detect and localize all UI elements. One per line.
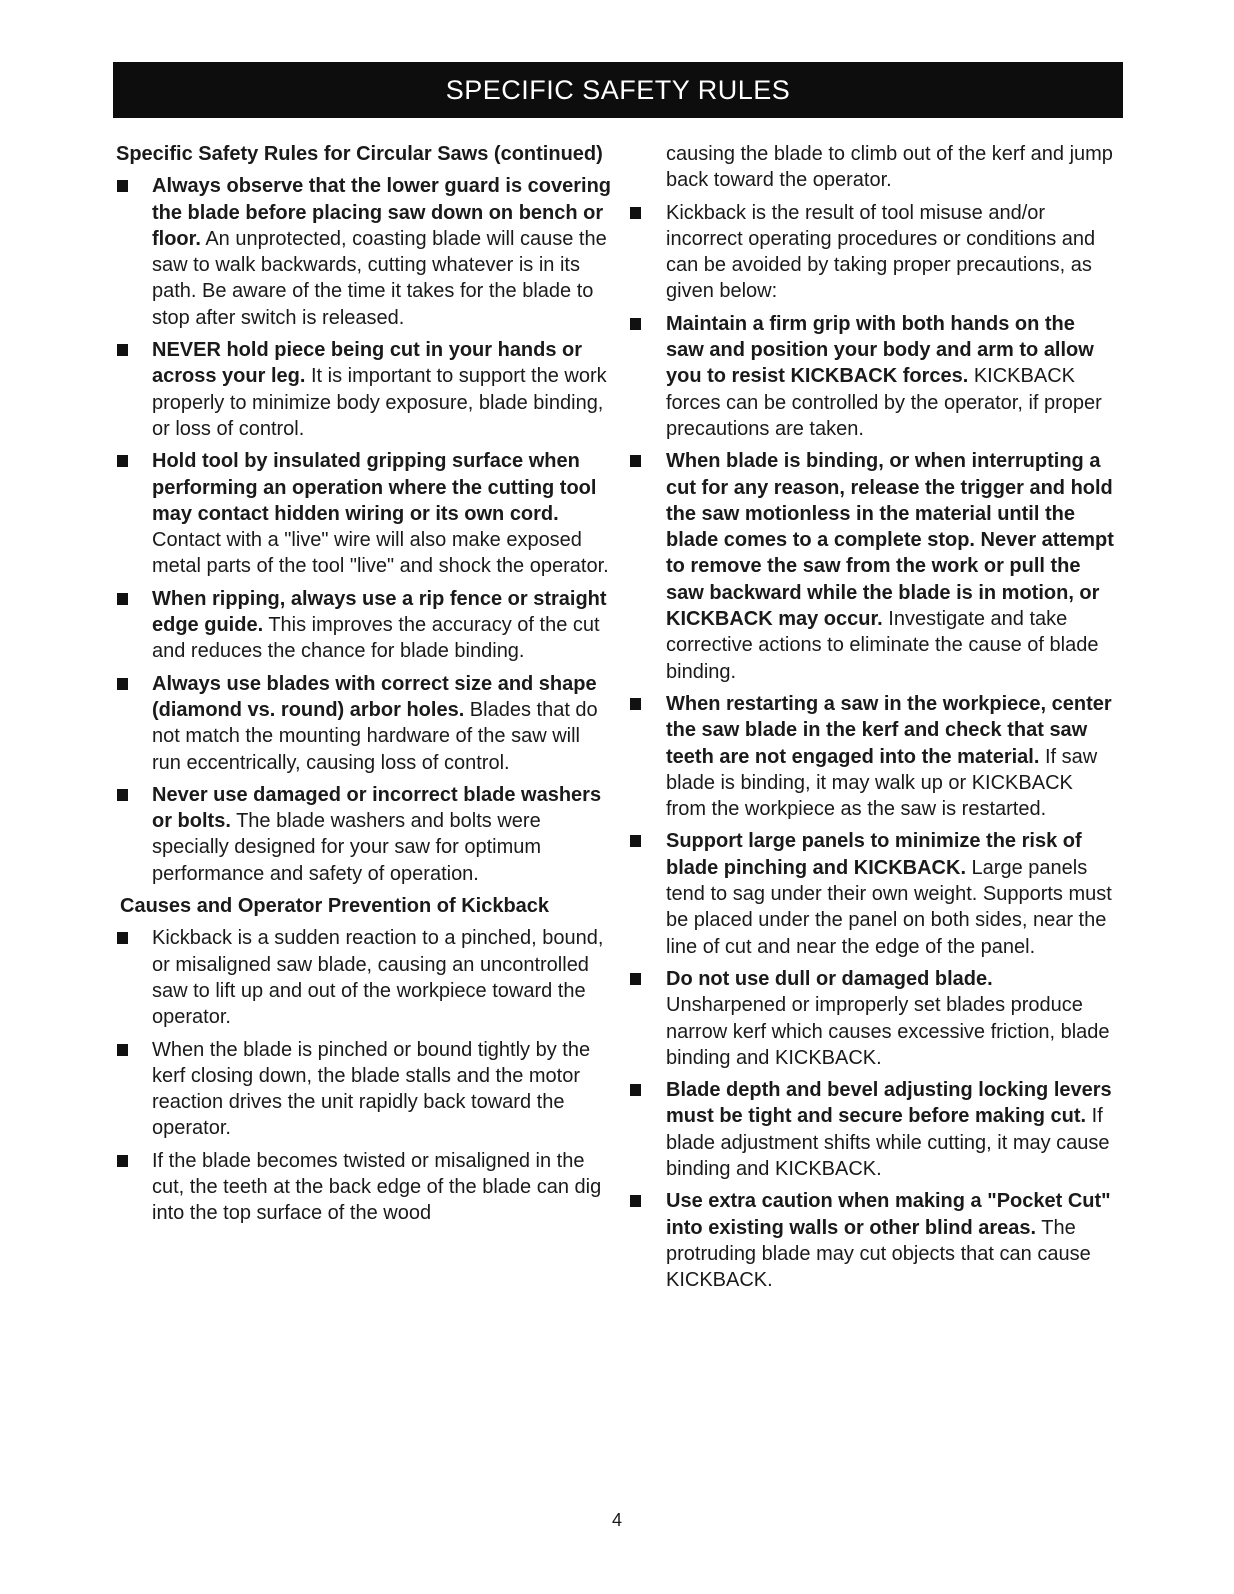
list-item [626,448,1116,685]
right-column [626,141,1116,1299]
section-banner [113,62,1123,118]
rule-text: Kickback is the result of tool misuse and/or incorrect operating procedures or conditions and can be avoided by taking proper precautions, as given below: [666,201,1096,303]
rule-text: An unprotected, coasting blade will cause the saw to walk backwards, cutting whatever is in its path. Be aware of the time it takes for the blade to stop after switch is released. [152,227,607,329]
rule-bold-text: When restarting a saw in the workpiece, center the saw blade in the kerf and check that saw teeth are not engaged into the material. [666,692,1112,768]
rule-bold-text: Maintain a firm grip with both hands on the saw and position your body and arm to allow you to resist KICKBACK forces. [666,312,1094,388]
square-bullet-icon [117,678,128,690]
square-bullet-icon [630,455,641,467]
rule-bold-text: Do not use dull or damaged blade. [666,967,993,990]
rule-bold-text: Support large panels to minimize the risk of blade pinching and KICKBACK. [666,830,1082,879]
rule-bold-text: Hold tool by insulated gripping surface when performing an operation where the cutting tool may contact hidden wiring or its own cord. [152,450,597,525]
square-bullet-icon [117,344,128,356]
list-item [114,586,612,665]
list-item [114,925,612,1030]
rule-text: Blades that do not match the mounting hardware of the saw will run eccentrically, causing loss of control. [152,698,598,774]
list-item [626,1188,1116,1293]
list-item [626,311,1116,442]
rule-text: If saw blade is binding, it may walk up or KICKBACK from the workpiece as the saw is restarted. [666,745,1098,821]
list-item [114,782,612,887]
square-bullet-icon [117,1155,128,1167]
rule-bold-text: Never use damaged or incorrect blade washers or bolts. [152,783,602,833]
rule-text: Large panels tend to sag under their own weight. Supports must be placed under the panel on both sides, near the line of cut and near the edge of the panel. [666,856,1112,958]
rule-text: The blade washers and bolts were specially designed for your saw for optimum performance and safety of operation. [152,810,542,885]
section-title-kickback: Causes and Operator Prevention of Kickback [120,895,550,918]
page-number: 4 [611,1510,622,1530]
rule-text: If blade adjustment shifts while cutting, it may cause binding and KICKBACK. [666,1105,1110,1180]
square-bullet-icon [117,1044,128,1056]
page-title: SPECIFIC SAFETY RULES [445,74,791,105]
square-bullet-icon [630,973,641,985]
list-item [114,337,612,442]
square-bullet-icon [117,593,128,605]
section-title-circular-saws: Specific Safety Rules for Circular Saws (continued) [116,143,603,165]
rule-text: Investigate and take corrective actions to eliminate the cause of blade binding. [666,608,1099,683]
list-item [626,828,1116,959]
rule-bold-text: When ripping, always use a rip fence or straight edge guide. [152,587,607,637]
rule-bold-text: NEVER hold piece being cut in your hands or across your leg. [152,339,583,388]
kickback-text: Kickback is a sudden reaction to a pinched, bound, or misaligned saw blade, causing an uncontrolled saw to lift up and out of the workpiece toward the operator. [152,927,604,1029]
square-bullet-icon [117,789,128,801]
square-bullet-icon [630,318,641,330]
rule-bold-text: Blade depth and bevel adjusting locking levers must be tight and secure before making cut. [666,1079,1112,1128]
kickback-text: If the blade becomes twisted or misaligned in the cut, the teeth at the back edge of the blade can dig into the top surface of the wood [152,1149,602,1225]
list-item [114,448,612,579]
square-bullet-icon [630,835,641,847]
kickback-list [114,925,612,1226]
rules-list [114,173,612,887]
rule-bold-text: Always use blades with correct size and shape (diamond vs. round) arbor holes. [152,672,597,721]
rule-bold-text: Use extra caution when making a "Pocket Cut" into existing walls or other blind areas. [666,1190,1111,1239]
square-bullet-icon [117,180,128,192]
list-item [626,200,1116,305]
rule-text: The protruding blade may cut objects that can cause KICKBACK. [666,1216,1091,1292]
list-item [114,1037,612,1142]
left-column [114,141,612,1233]
list-item [114,173,612,331]
list-item [114,671,612,776]
list-item [626,966,1116,1071]
list-item [114,1148,612,1227]
rule-text: This improves the accuracy of the cut and reduces the chance for blade binding. [152,614,600,663]
square-bullet-icon [117,455,128,467]
continuation-text: causing the blade to climb out of the kerf and jump back toward the operator. [666,143,1113,192]
square-bullet-icon [630,1195,641,1207]
list-item [626,1077,1116,1182]
rule-text: Contact with a "live" wire will also make exposed metal parts of the tool "live" and shock the operator. [152,529,609,578]
square-bullet-icon [630,698,641,710]
rule-text: It is important to support the work properly to minimize body exposure, blade binding, or loss of control. [152,365,607,440]
kickback-text: When the blade is pinched or bound tightly by the kerf closing down, the blade stalls and the motor reaction drives the unit rapidly back toward the operator. [152,1038,591,1140]
square-bullet-icon [117,932,128,944]
rule-text: Unsharpened or improperly set blades produce narrow kerf which causes excessive friction, blade binding and KICKBACK. [666,994,1110,1069]
rule-text: KICKBACK forces can be controlled by the operator, if proper precautions are taken. [666,365,1102,440]
list-item [626,691,1116,822]
square-bullet-icon [630,1084,641,1096]
square-bullet-icon [630,207,641,219]
right-rules-list [626,200,1116,1294]
rule-bold-text: Always observe that the lower guard is covering the blade before placing saw down on bench or floor. [152,175,612,250]
rule-bold-text: When blade is binding, or when interrupting a cut for any reason, release the trigger and hold the saw motionless in the material until the blade comes to a complete stop. Never attempt to remove the saw from the work or pull the saw backward while the blade is in motion, or KICKBACK may occur. [666,450,1114,631]
